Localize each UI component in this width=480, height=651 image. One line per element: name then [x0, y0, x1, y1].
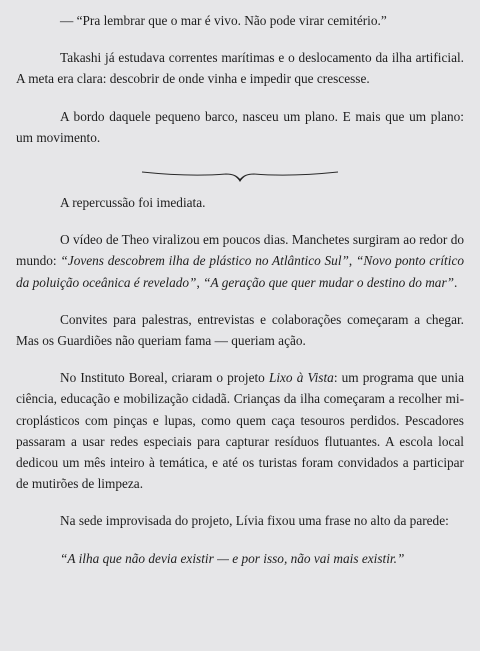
headline-separator: , [348, 253, 357, 269]
paragraph-plan: A bordo daquele pequeno barco, nasceu um plano. E mais que um plano: um movimento. [16, 108, 464, 145]
headline-3: “A geração que quer mudar o destino do mar” [203, 274, 455, 290]
project-description: : um programa que unia ciência, educação e mobilização cidadã. Crianças da ilha começaram a recolher microplásticos com pinças e lupas, como quem caça tesouros perdidos. Pescadores passaram a usar redes especiais para capturar resíduos flutuantes. A escola local dedicou um mês inteiro à temática, e até os turistas foram convidados a participar de mutirões de limpeza. [16, 370, 464, 492]
headline-1: “Jovens descobrem ilha de plástico no Atlântico Sul” [60, 253, 349, 269]
section-divider [16, 148, 464, 192]
headlines-end: . [454, 274, 458, 290]
project-lead: No Instituto Boreal, criaram o projeto [60, 370, 269, 386]
headline-2: “Novo ponto crítico da poluição oceânica é revelado” [16, 253, 464, 290]
paragraph-project [16, 367, 464, 494]
wall-quote-text: “A ilha que não devia existir — e por isso, não vai mais existir.” [60, 550, 405, 566]
wall-quote [16, 548, 464, 569]
paragraph-takashi: Takashi já estudava correntes marítimas e o deslocamento da ilha artificial. A meta era clara: descobrir de onde vinha e impedir que crescesse. [16, 50, 464, 87]
dialogue-line: — “Pra lembrar que o mar é vivo. Não pode virar cemitério.” [60, 13, 387, 28]
paragraph-invitations: Convites para palestras, entrevistas e colaborações começaram a chegar. Mas os Guardiões não queriam fama — queriam ação. [16, 311, 464, 349]
ornament-divider-icon [140, 164, 340, 186]
paragraph-sede: Na sede improvisada do projeto, Lívia fixou uma frase no alto da parede: [60, 513, 449, 529]
headline-separator: , [196, 274, 204, 290]
project-name: Lixo à Vista [268, 370, 334, 386]
headlines-lead: O vídeo de Theo viralizou em poucos dias. Manchetes surgiram ao redor do mundo: [16, 232, 464, 269]
paragraph-repercussion: A repercussão foi imediata. [60, 195, 206, 211]
paragraph-headlines [16, 229, 464, 293]
